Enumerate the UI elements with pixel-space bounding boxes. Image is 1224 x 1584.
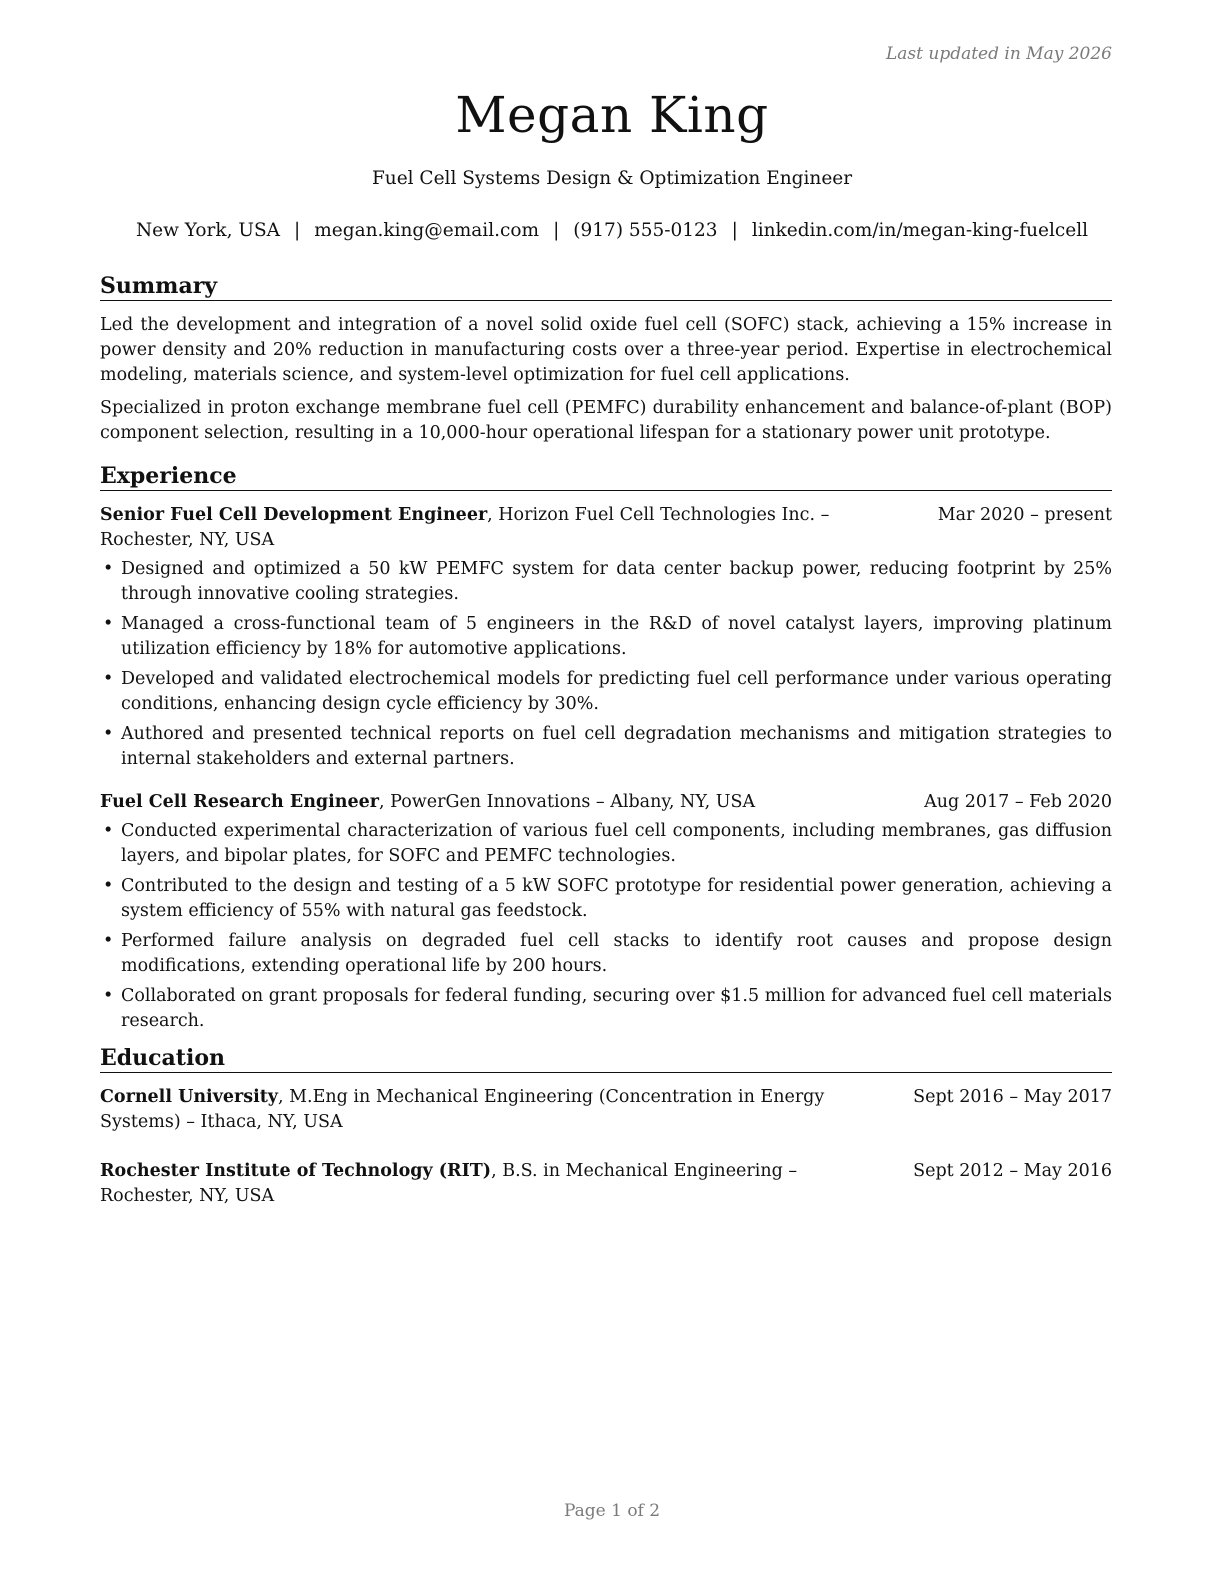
- contact-separator: |: [294, 220, 301, 241]
- section-title-summary: Summary: [100, 272, 1112, 301]
- education-section: [100, 1044, 1112, 1209]
- education-header: [100, 1085, 1112, 1135]
- job-role: Fuel Cell Research Engineer: [100, 792, 380, 812]
- contact-separator: |: [553, 220, 560, 241]
- contact-email[interactable]: megan.king@email.com: [314, 220, 540, 241]
- education-header: [100, 1159, 1112, 1209]
- school-name: Rochester Institute of Technology (RIT): [100, 1161, 492, 1181]
- job-dates: Aug 2017 – Feb 2020: [924, 792, 1112, 812]
- job-bullets: [100, 819, 1112, 1034]
- degree-detail: , B.S. in Mechanical Engineering – Rochester, NY, USA: [100, 1161, 798, 1206]
- list-item: • Performed failure analysis on degraded fuel cell stacks to identify root causes and propose design modifications, extending operational life by 200 hours.: [103, 931, 1112, 976]
- job-bullets: [100, 557, 1112, 772]
- experience-section: [100, 462, 1112, 1034]
- list-item: • Conducted experimental characterization of various fuel cell components, including membranes, gas diffusion layers, and bipolar plates, for SOFC and PEMFC technologies.: [103, 821, 1112, 866]
- bullet-icon: •: [103, 986, 114, 1006]
- section-title-experience: Experience: [100, 462, 1112, 491]
- education-entry: [100, 1159, 1112, 1209]
- job-header: [100, 503, 1112, 553]
- summary-paragraph: Led the development and integration of a novel solid oxide fuel cell (SOFC) stack, achieving a 15% increase in power density and 20% reduction in manufacturing costs over a three-year period. Expertise in electrochemical modeling, materials science, and system-level optimization for fuel cell applications.: [100, 315, 1112, 385]
- education-entry: [100, 1085, 1112, 1135]
- education-dates: Sept 2016 – May 2017: [913, 1087, 1112, 1107]
- job-header: [100, 790, 1112, 815]
- candidate-name: Megan King: [455, 86, 769, 144]
- bullet-icon: •: [103, 876, 114, 896]
- list-item: • Designed and optimized a 50 kW PEMFC system for data center backup power, reducing footprint by 25% through innovative cooling strategies.: [103, 559, 1112, 604]
- bullet-icon: •: [103, 821, 114, 841]
- summary-paragraph: Specialized in proton exchange membrane fuel cell (PEMFC) durability enhancement and balance-of-plant (BOP) component selection, resulting in a 10,000-hour operational lifespan for a stationary power unit prototype.: [100, 398, 1112, 443]
- page-number: Page 1 of 2: [563, 1501, 661, 1521]
- contact-phone[interactable]: (917) 555-0123: [573, 220, 718, 241]
- contact-separator: |: [731, 220, 738, 241]
- degree-detail: , M.Eng in Mechanical Engineering (Concentration in Energy Systems) – Ithaca, NY, USA: [100, 1087, 825, 1132]
- job-entry: [100, 790, 1112, 1034]
- summary-section: [100, 272, 1112, 446]
- headline: Fuel Cell Systems Design & Optimization Engineer: [371, 168, 853, 189]
- job-org: , PowerGen Innovations – Albany, NY, USA: [379, 792, 756, 812]
- resume-content: [100, 272, 1112, 1233]
- contact-linkedin[interactable]: linkedin.com/in/megan-king-fuelcell: [751, 220, 1089, 241]
- contact-line: [0, 220, 1224, 241]
- bullet-icon: •: [103, 614, 114, 634]
- list-item: • Authored and presented technical reports on fuel cell degradation mechanisms and mitigation strategies to internal stakeholders and external partners.: [103, 724, 1112, 769]
- job-dates: Mar 2020 – present: [937, 505, 1112, 525]
- bullet-icon: •: [103, 559, 114, 579]
- last-updated: Last updated in May 2026: [885, 44, 1112, 64]
- section-title-education: Education: [100, 1044, 1112, 1073]
- education-dates: Sept 2012 – May 2016: [913, 1161, 1112, 1181]
- contact-location: New York, USA: [135, 220, 280, 241]
- job-entry: [100, 503, 1112, 772]
- list-item: • Contributed to the design and testing of a 5 kW SOFC prototype for residential power generation, achieving a system efficiency of 55% with natural gas feedstock.: [103, 876, 1112, 921]
- bullet-icon: •: [103, 724, 114, 744]
- school-name: Cornell University: [100, 1087, 278, 1107]
- list-item: • Managed a cross-functional team of 5 engineers in the R&D of novel catalyst layers, improving platinum utilization efficiency by 18% for automotive applications.: [103, 614, 1112, 659]
- bullet-icon: •: [103, 669, 114, 689]
- job-role: Senior Fuel Cell Development Engineer: [100, 505, 488, 525]
- list-item: • Developed and validated electrochemical models for predicting fuel cell performance under various operating conditions, enhancing design cycle efficiency by 30%.: [103, 669, 1112, 714]
- bullet-icon: •: [103, 931, 114, 951]
- job-org: , Horizon Fuel Cell Technologies Inc. – Rochester, NY, USA: [100, 505, 830, 550]
- list-item: • Collaborated on grant proposals for federal funding, securing over $1.5 million for advanced fuel cell materials research.: [103, 986, 1112, 1031]
